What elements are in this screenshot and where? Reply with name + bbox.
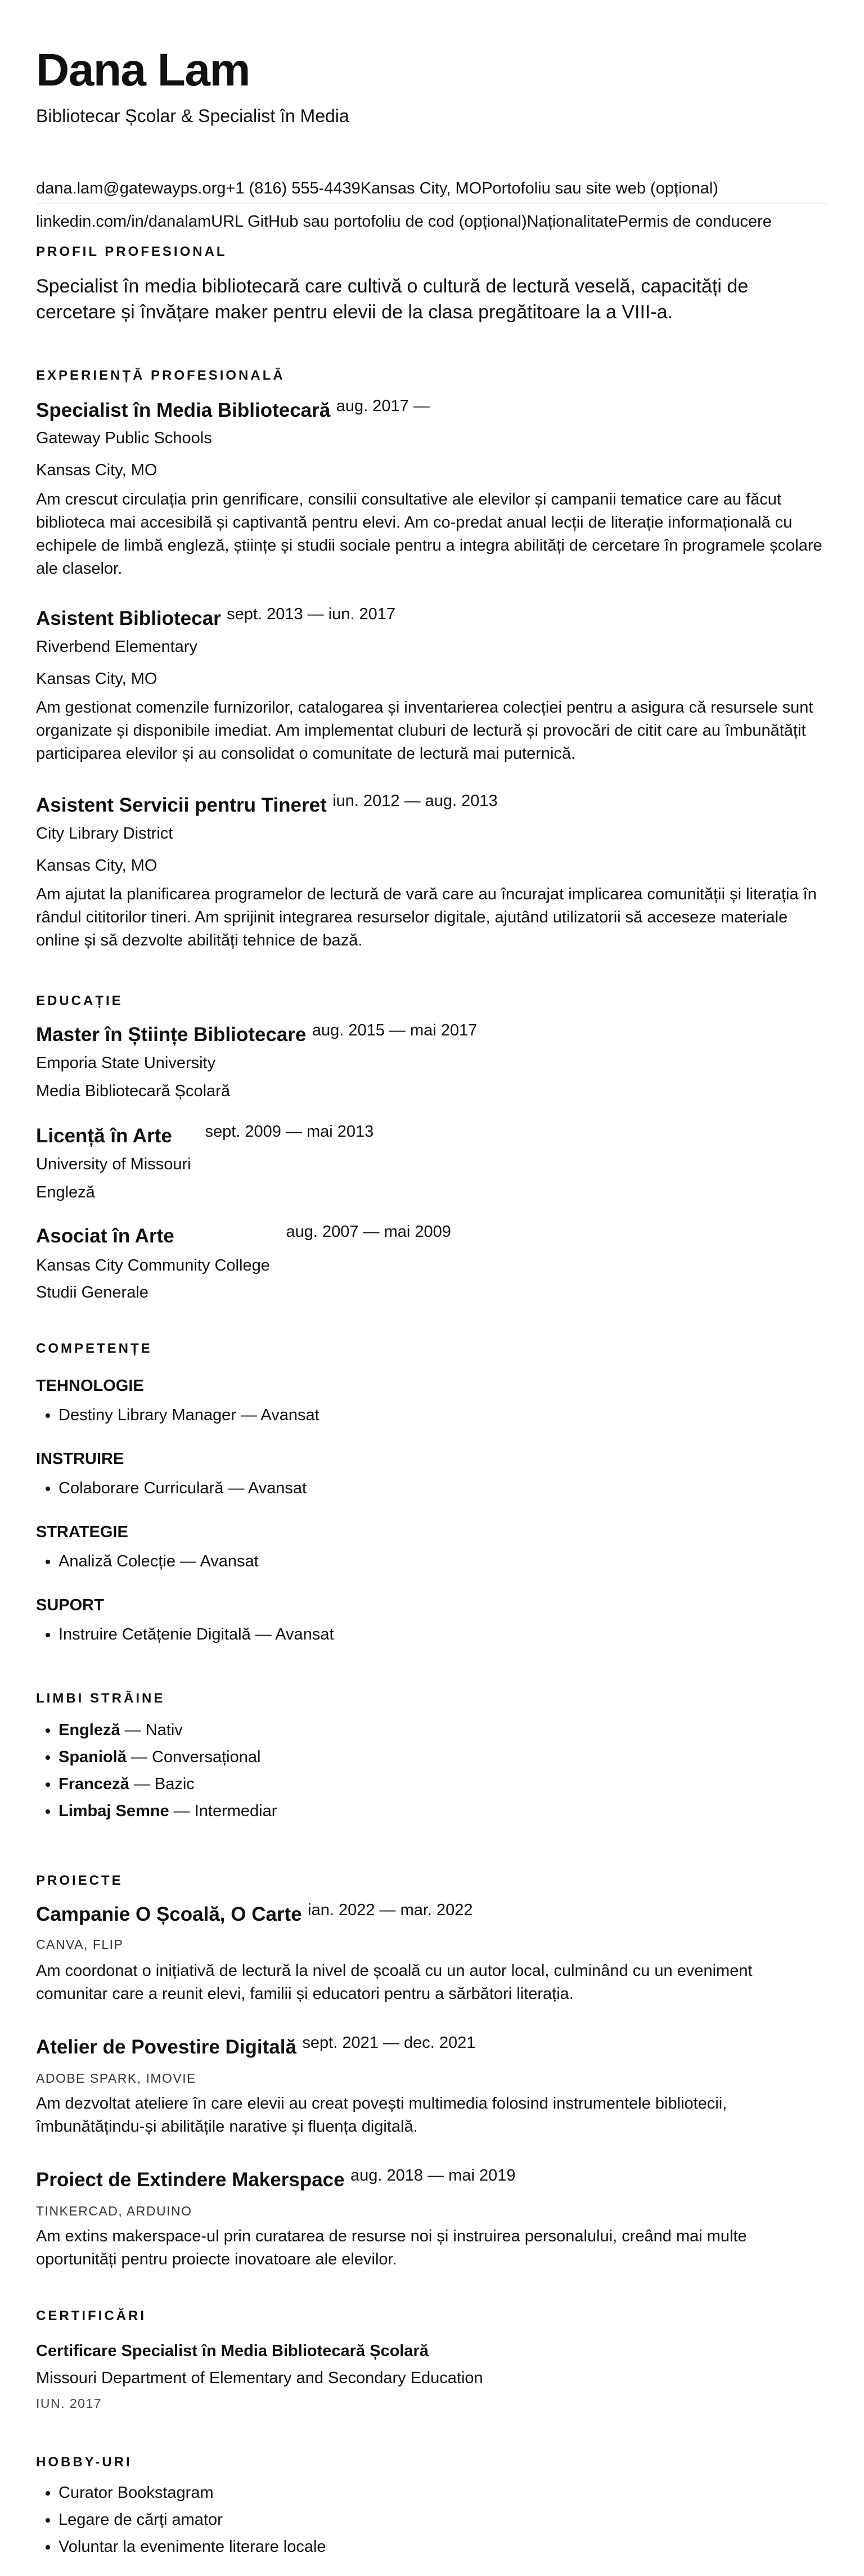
contact-linkedin[interactable]: linkedin.com/in/danalam <box>36 213 212 231</box>
project-item-description: Am dezvoltat ateliere în care elevii au creat povești multimedia folosind instrumentele bibliotecii, îmbunătățindu-și abilitățile narative și fluența digitală. <box>36 2095 727 2136</box>
project-item-date: aug. 2018 — mai 2019 <box>350 2167 516 2185</box>
list-item: • Legare de cărți amator <box>58 2506 326 2533</box>
list-item: • Colaborare Curriculară — Avansat <box>58 1475 307 1502</box>
contact-location: Kansas City, MO <box>360 179 482 197</box>
education-item-date: aug. 2007 — mai 2009 <box>286 1223 451 1241</box>
contact-github[interactable]: URL GitHub sau portofoliu de cod (opțional) <box>211 213 527 231</box>
experience-item-3-header <box>36 792 498 816</box>
experience-item-date: iun. 2012 — aug. 2013 <box>332 792 498 810</box>
project-item-title: Proiect de Extindere Makerspace <box>36 2169 345 2191</box>
section-title-languages: LIMBI STRĂINE <box>36 1691 165 1706</box>
section-title-projects: PROIECTE <box>36 1873 123 1888</box>
education-item-field: Media Bibliotecară Școlară <box>36 1082 230 1100</box>
contact-row-2 <box>36 214 772 230</box>
language-name: Franceză <box>58 1775 129 1793</box>
experience-item-org: City Library District <box>36 825 173 843</box>
profile-summary: Specialist în media bibliotecară care cultivă o cultură de lectură veselă, capacități de cercetare și învățare maker pentru elevii de la clasa pregătitoare la a VIII-a. <box>36 276 749 323</box>
section-title-hobbies: HOBBY-URI <box>36 2455 132 2470</box>
contact-portfolio[interactable]: Portofoliu sau site web (opțional) <box>482 179 718 197</box>
contact-license: Permis de conducere <box>617 213 772 231</box>
candidate-title: Bibliotecar Școlar & Specialist în Media <box>36 106 349 126</box>
list-item <box>58 1717 277 1744</box>
education-item-title: Licență în Arte <box>36 1125 172 1147</box>
project-item-tags: ADOBE SPARK, IMOVIE <box>36 2071 196 2086</box>
education-item-school: University of Missouri <box>36 1155 191 1173</box>
section-title-skills: COMPETENȚE <box>36 1341 152 1356</box>
skill-group-list <box>36 1402 320 1429</box>
contact-email[interactable]: dana.lam@gatewayps.org <box>36 179 226 197</box>
education-item-school: Emporia State University <box>36 1054 216 1072</box>
project-item-title: Atelier de Povestire Digitală <box>36 2036 296 2058</box>
section-title-education: EDUCAȚIE <box>36 993 123 1008</box>
skill-group-list <box>36 1548 259 1575</box>
section-title-profile: PROFIL PROFESIONAL <box>36 244 227 259</box>
certification-title: Certificare Specialist în Media Bibliotecară Școlară <box>36 2342 429 2360</box>
list-item <box>58 1771 277 1798</box>
list-item <box>58 1798 277 1825</box>
list-item: • Analiză Colecție — Avansat <box>58 1548 259 1575</box>
experience-item-description: Am gestionat comenzile furnizorilor, catalogarea și inventarierea colecției pentru a asigura că resursele sunt organizate și disponibile imediat. Am implementat cluburi de lectură și provocări de citit care au îmbunătățit participarea elevilor și au consolidat o comunitate de lectură mai puternică. <box>36 699 813 763</box>
experience-item-description: Am ajutat la planificarea programelor de lectură de vară care au încurajat implicarea comunității și literația în rândul cititorilor tineri. Am sprijinit integrarea resurselor digitale, ajutând utilizatorii să acceseze materiale online și să dezvolte abilități tehnice de bază. <box>36 885 817 949</box>
experience-item-description: Am crescut circulația prin genrificare, consilii consultative ale elevilor și campanii tematice care au făcut biblioteca mai accesibilă și captivantă pentru elevi. Am co-predat anual lecții de literație informațională cu echipele de limbă engleză, științe și studii sociale pentru a integra abilități de cercetare în programele școlare ale claselor. <box>36 490 822 578</box>
list-item: • Destiny Library Manager — Avansat <box>58 1402 320 1429</box>
experience-item-location: Kansas City, MO <box>36 670 158 688</box>
experience-item-org: Riverbend Elementary <box>36 638 197 656</box>
experience-item-2-header <box>36 605 396 629</box>
project-item-tags: TINKERCAD, ARDUINO <box>36 2204 192 2218</box>
list-item: • Voluntar la evenimente literare locale <box>58 2533 326 2560</box>
project-item-tags: CANVA, FLIP <box>36 1937 124 1952</box>
languages-list <box>36 1717 277 1825</box>
list-item <box>58 1744 277 1771</box>
certification-date: IUN. 2017 <box>36 2396 102 2411</box>
project-item-description: Am extins makerspace-ul prin curatarea de resurse noi și instruirea personalului, creând mai multe oportunități pentru proiecte inovatoare ale elevilor. <box>36 2227 747 2268</box>
experience-item-date: sept. 2013 — iun. 2017 <box>227 605 396 623</box>
experience-item-location: Kansas City, MO <box>36 461 158 479</box>
project-item-3-header <box>36 2167 516 2191</box>
certification-issuer: Missouri Department of Elementary and Secondary Education <box>36 2369 483 2387</box>
contact-phone[interactable]: +1 (816) 555-4439 <box>226 179 361 197</box>
education-item-2-header <box>36 1123 374 1147</box>
education-item-field: Engleză <box>36 1183 95 1201</box>
education-item-school: Kansas City Community College <box>36 1257 270 1275</box>
project-item-1-header <box>36 1901 473 1925</box>
candidate-name: Dana Lam <box>36 44 250 96</box>
project-item-date: sept. 2021 — dec. 2021 <box>302 2034 476 2052</box>
education-item-1-header <box>36 1021 478 1046</box>
experience-item-date: aug. 2017 — <box>336 397 430 415</box>
project-item-date: ian. 2022 — mar. 2022 <box>308 1901 473 1919</box>
list-item: • Curator Bookstagram <box>58 2479 326 2506</box>
skill-group-title: STRATEGIE <box>36 1523 128 1541</box>
education-item-title: Asociat în Arte <box>36 1225 174 1247</box>
experience-item-title: Asistent Servicii pentru Tineret <box>36 794 327 816</box>
skill-group-title: SUPORT <box>36 1596 104 1614</box>
skill-group-title: INSTRUIRE <box>36 1450 124 1468</box>
education-item-3-header <box>36 1223 451 1247</box>
education-item-field: Studii Generale <box>36 1284 148 1301</box>
education-item-date: sept. 2009 — mai 2013 <box>205 1123 374 1141</box>
contact-nationality: Naționalitate <box>526 213 618 231</box>
education-item-title: Master în Științe Bibliotecare <box>36 1024 307 1046</box>
language-name: Spaniolă <box>58 1748 127 1766</box>
language-name: Engleză <box>58 1721 120 1739</box>
project-item-2-header <box>36 2034 476 2058</box>
project-item-title: Campanie O Școală, O Carte <box>36 1903 302 1925</box>
list-item: • Instruire Cetățenie Digitală — Avansat <box>58 1621 334 1648</box>
section-title-certifications: CERTIFICĂRI <box>36 2308 146 2323</box>
experience-item-title: Specialist în Media Bibliotecară <box>36 399 331 421</box>
language-level: — Intermediar <box>169 1802 277 1820</box>
language-level: — Conversațional <box>126 1748 261 1766</box>
section-title-experience: EXPERIENȚĂ PROFESIONALĂ <box>36 368 285 383</box>
experience-item-title: Asistent Bibliotecar <box>36 607 221 629</box>
experience-item-org: Gateway Public Schools <box>36 429 212 447</box>
language-level: — Bazic <box>129 1775 195 1793</box>
skill-group-list <box>36 1475 307 1502</box>
experience-item-1-header <box>36 397 430 421</box>
language-level: — Nativ <box>120 1721 183 1739</box>
language-name: Limbaj Semne <box>58 1802 169 1820</box>
skill-group-title: TEHNOLOGIE <box>36 1377 144 1395</box>
project-item-description: Am coordonat o inițiativă de lectură la nivel de școală cu un autor local, culminând cu un eveniment comunitar care a reunit elevi, familii și educatori pentru a sărbători literația. <box>36 1962 753 2003</box>
experience-item-location: Kansas City, MO <box>36 857 158 875</box>
skill-group-list <box>36 1621 334 1648</box>
contact-row-1 <box>36 181 718 197</box>
hobbies-list <box>36 2479 326 2560</box>
education-item-date: aug. 2015 — mai 2017 <box>312 1021 478 1039</box>
header <box>36 44 250 96</box>
